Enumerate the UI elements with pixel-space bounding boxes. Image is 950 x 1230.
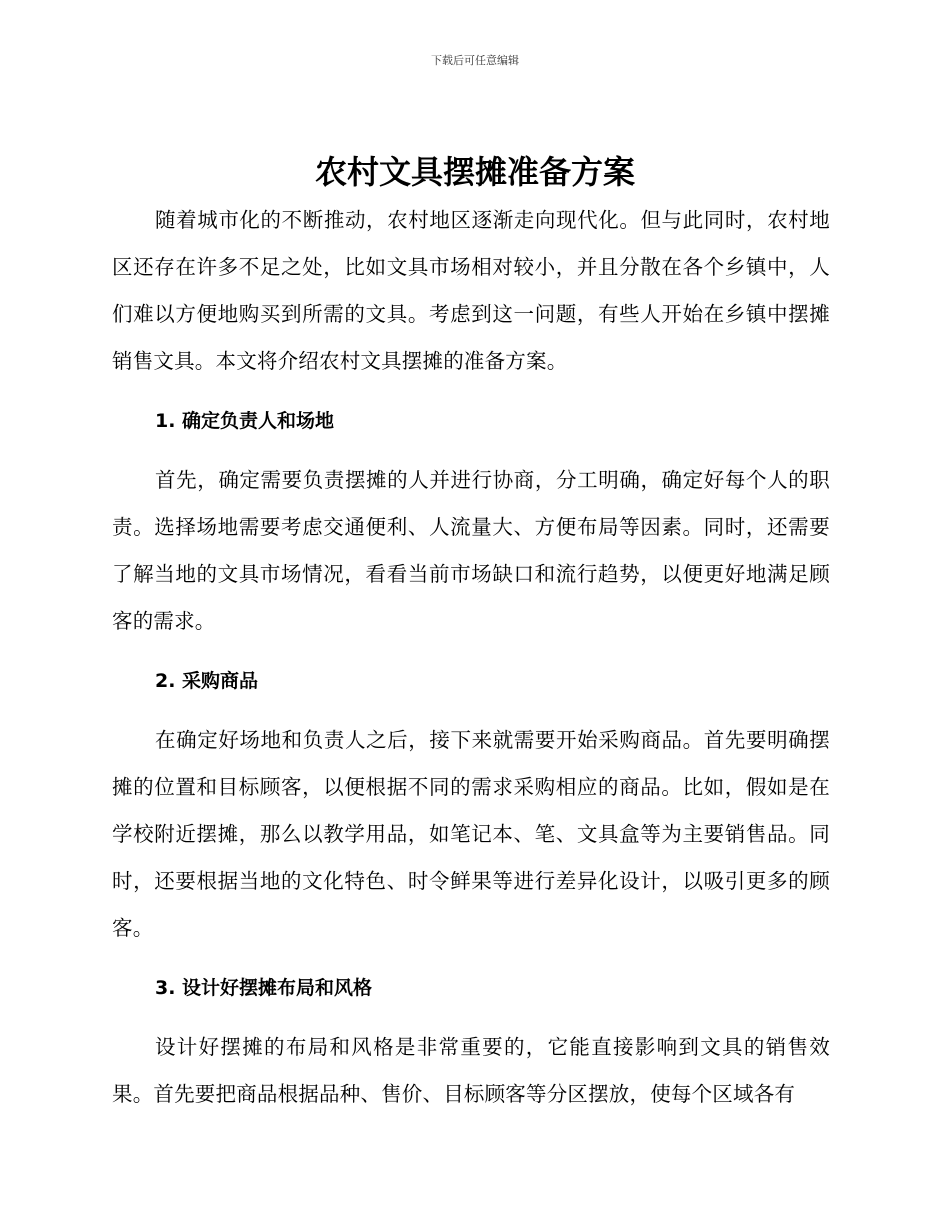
page-header-note: 下载后可任意编辑 — [431, 54, 519, 67]
section-body-2: 在确定好场地和负责人之后，接下来就需要开始采购商品。首先要明确摆摊的位置和目标顾客，以便根据不同的需求采购相应的商品。比如，假如是在学校附近摆摊，那么以教学用品，如笔记本、笔、文具盒等为主要销售品。同时，还要根据当地的文化特色、时令鲜果等进行差异化设计，以吸引更多的顾客。 — [112, 728, 830, 940]
section-body-1: 首先，确定需要负责摆摊的人并进行协商，分工明确，确定好每个人的职责。选择场地需要考虑交通便利、人流量大、方便布局等因素。同时，还需要了解当地的文具市场情况，看看当前市场缺口和流行趋势，以便更好地满足顾客的需求。 — [112, 468, 830, 633]
section-heading-3: 3. 设计好摆摊布局和风格 — [155, 977, 373, 999]
section-heading-1: 1. 确定负责人和场地 — [155, 410, 335, 432]
section-heading-2: 2. 采购商品 — [155, 670, 259, 692]
document-body — [112, 197, 830, 1118]
document-title: 农村文具摆摊准备方案 — [314, 153, 635, 191]
section-body-3: 设计好摆摊的布局和风格是非常重要的，它能直接影响到文具的销售效果。首先要把商品根据品种、售价、目标顾客等分区摆放，使每个区域各有 — [112, 1035, 830, 1106]
intro-paragraph: 随着城市化的不断推动，农村地区逐渐走向现代化。但与此同时，农村地区还存在许多不足之处，比如文具市场相对较小，并且分散在各个乡镇中，人们难以方便地购买到所需的文具。考虑到这一问题，有些人开始在乡镇中摆摊销售文具。本文将介绍农村文具摆摊的准备方案。 — [112, 208, 830, 373]
